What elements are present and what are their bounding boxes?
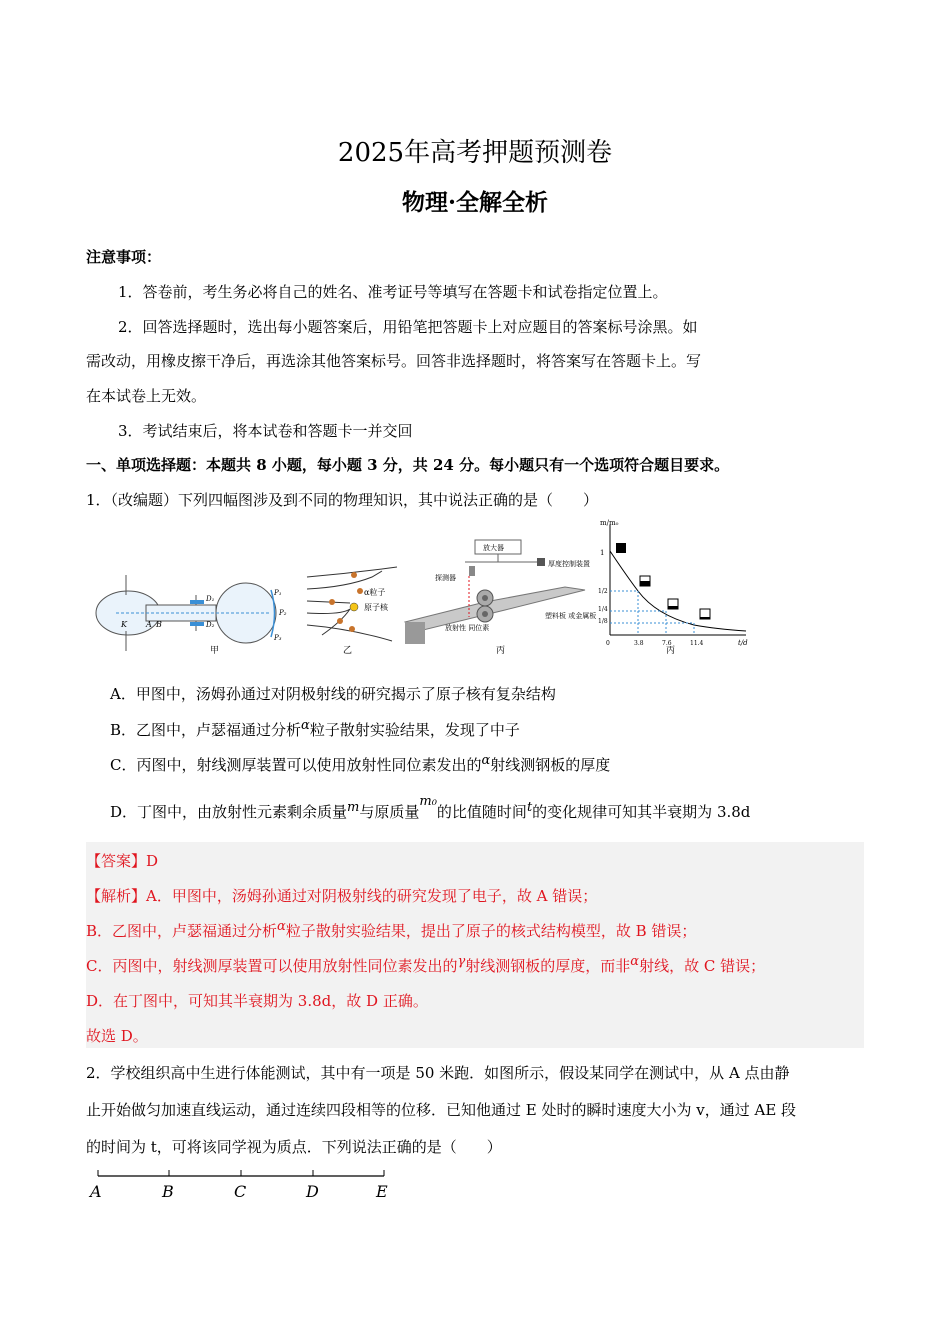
question-1-option-a: A．甲图中，汤姆孙通过对阴极射线的研究揭示了原子核有复杂结构 — [110, 685, 556, 703]
tube-label-d2: D₂ — [206, 621, 215, 629]
analysis-c-symbol-gamma: γ — [457, 954, 466, 969]
decay-tick-x-2: 7.6 — [662, 640, 672, 647]
answer-box — [86, 842, 864, 1048]
track-point-d: D — [306, 1182, 319, 1201]
tube-label-a: A — [146, 620, 152, 629]
tube-label-p1: P₁ — [274, 589, 282, 597]
track-point-c: C — [234, 1182, 247, 1201]
figure-yi-label: 乙 — [343, 646, 353, 656]
analysis-c-mid: 射线测钢板的厚度，而非 — [465, 957, 631, 975]
decay-tick-y-2: 1/2 — [598, 588, 608, 595]
question-1-stem: 1．（改编题）下列四幅图涉及到不同的物理知识，其中说法正确的是（ ） — [86, 491, 599, 509]
decay-tick-x-1: 3.8 — [634, 640, 644, 647]
option-d-symbol-t: t — [526, 800, 533, 815]
figure-jia-label: 甲 — [210, 646, 220, 656]
analysis-b-post: 粒子散射实验结果，提出了原子的核式结构模型，故 B 错误； — [285, 922, 697, 940]
analysis-b-symbol: α — [277, 919, 286, 934]
decay-tick-y-4: 1/8 — [598, 618, 608, 625]
detector-label: 探测器 — [435, 574, 456, 582]
figure-yi-alpha-scattering — [302, 565, 407, 645]
notice-item-2-line-1: 2．回答选择题时，选出每小题答案后，用铅笔把答题卡上对应题目的答案标号涂黑。如 — [118, 318, 698, 336]
tube-label-p3: P₃ — [274, 634, 282, 642]
option-c-text-post: 射线测钢板的厚度 — [490, 756, 611, 774]
decay-y-axis-label: m/m₀ — [600, 519, 619, 527]
notice-heading: 注意事项： — [86, 248, 162, 266]
track-point-e: E — [376, 1182, 388, 1201]
alpha-particle-label: α粒子 — [364, 588, 386, 597]
tube-label-k: K — [121, 620, 127, 629]
question-1-option-c — [110, 754, 610, 775]
decay-x-axis-label: t/d — [738, 639, 748, 647]
notice-item-1: 1．答卷前，考生务必将自己的姓名、准考证号等填写在答题卡和试卷指定位置上。 — [118, 283, 668, 301]
option-b-symbol: α — [301, 718, 310, 733]
page-title: 2025年高考押题预测卷 — [337, 138, 613, 168]
answer-line: 【答案】D — [86, 852, 159, 870]
option-d-text-mid2: 的比值随时间 — [436, 803, 527, 821]
option-d-symbol-m0: m₀ — [419, 794, 437, 809]
tube-label-d1: D₁ — [206, 595, 215, 603]
amplifier-label: 放大器 — [483, 544, 504, 552]
analysis-b-pre: B．乙图中，卢瑟福通过分析 — [86, 922, 278, 940]
analysis-conclusion: 故选 D。 — [86, 1027, 148, 1045]
option-b-text-post: 粒子散射实验结果，发现了中子 — [309, 721, 520, 739]
option-d-text-post: 的变化规律可知其半衰期为 3.8d — [532, 803, 751, 821]
tube-label-p2: P₂ — [279, 609, 287, 617]
decay-tick-y-1: 1 — [600, 549, 605, 557]
analysis-d: D．在丁图中，可知其半衰期为 3.8d，故 D 正确。 — [86, 992, 428, 1010]
source-label: 放射性 同位素 — [445, 624, 490, 632]
analysis-c — [86, 955, 765, 976]
question-2-line-2: 止开始做匀加速直线运动，通过连续四段相等的位移．已知他通过 E 处时的瞬时速度大小为 v，通过 AE 段 — [86, 1101, 797, 1119]
nucleus-label: 原子核 — [364, 603, 388, 612]
plate-label: 塑料板 或金属板 — [545, 612, 597, 620]
option-d-symbol-m: m — [347, 800, 360, 815]
question-1-option-d — [110, 794, 751, 822]
decay-tick-x-0: 0 — [606, 640, 610, 647]
figure-q2-track — [86, 1166, 396, 1206]
decay-tick-y-3: 1/4 — [598, 606, 608, 613]
notice-item-2-line-2: 需改动，用橡皮擦干净后，再选涂其他答案标号。回答非选择题时，将答案写在答题卡上。写 — [86, 352, 702, 370]
analysis-c-pre: C．丙图中，射线测厚装置可以使用放射性同位素发出的 — [86, 957, 458, 975]
figure-bing-label: 丙 — [496, 646, 506, 656]
decay-tick-x-3: 11.4 — [690, 640, 704, 647]
option-d-text-mid: 与原质量 — [359, 803, 420, 821]
thickness-control-label: 厚度控制装置 — [548, 560, 590, 568]
option-d-text-pre: D．丁图中，由放射性元素剩余质量 — [110, 803, 348, 821]
question-1-option-b — [110, 719, 520, 740]
notice-item-2-line-3: 在本试卷上无效。 — [86, 387, 207, 405]
analysis-b — [86, 920, 696, 941]
tube-label-b: B — [156, 620, 162, 629]
analysis-a: 【解析】A．甲图中，汤姆孙通过对阴极射线的研究发现了电子，故 A 错误； — [86, 887, 598, 905]
analysis-c-post: 射线，故 C 错误； — [639, 957, 766, 975]
figure-ding-decay-curve — [596, 515, 756, 650]
analysis-c-symbol-alpha: α — [630, 954, 640, 969]
figure-jia-cathode-tube — [86, 565, 286, 660]
section-heading: 一、单项选择题：本题共 8 小题，每小题 3 分，共 24 分。每小题只有一个选项符合题目要求。 — [86, 456, 730, 474]
option-c-text-pre: C．丙图中，射线测厚装置可以使用放射性同位素发出的 — [110, 756, 482, 774]
track-point-a: A — [90, 1182, 102, 1201]
figure-bing-thickness-gauge — [405, 532, 597, 647]
question-2-line-3: 的时间为 t，可将该同学视为质点．下列说法正确的是（ ） — [86, 1138, 502, 1156]
notice-item-3: 3．考试结束后，将本试卷和答题卡一并交回 — [118, 422, 413, 440]
page-subtitle: 物理·全解全析 — [401, 189, 548, 216]
track-point-b: B — [162, 1182, 174, 1201]
option-c-symbol: α — [481, 753, 491, 768]
figure-ding-label: 丙 — [666, 646, 676, 656]
question-2-line-1: 2．学校组织高中生进行体能测试，其中有一项是 50 米跑．如图所示，假设某同学在测试中，从 A 点由静 — [86, 1064, 790, 1082]
option-b-text-pre: B．乙图中，卢瑟福通过分析 — [110, 721, 302, 739]
